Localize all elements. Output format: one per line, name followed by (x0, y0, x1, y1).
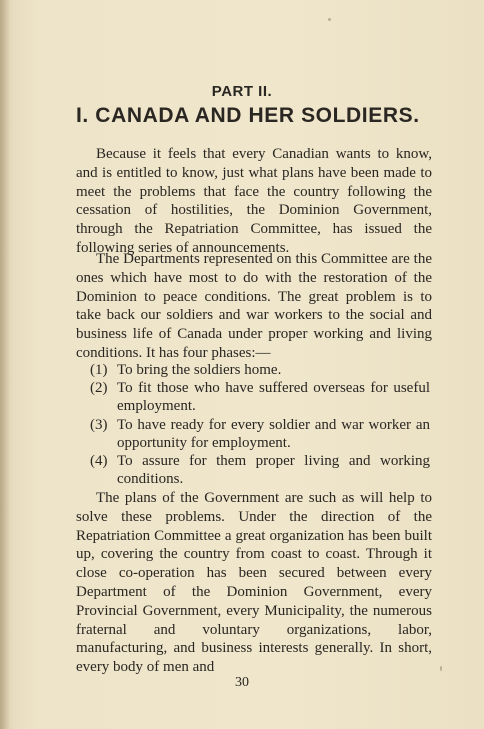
phase-text: To have ready for every soldier and war worker an opportunity for employment. (117, 416, 430, 451)
phase-number: (2) (90, 380, 108, 397)
list-item (90, 379, 430, 415)
paper-speck (440, 666, 442, 671)
page-number: 30 (235, 675, 249, 690)
list-item (90, 452, 430, 488)
list-item (90, 361, 430, 379)
part-heading: PART II. (211, 83, 273, 100)
phase-number: (4) (90, 453, 108, 470)
phase-number: (1) (90, 362, 108, 378)
chapter-title: I. CANADA AND HER SOLDIERS. (76, 104, 420, 127)
paragraph-plans: The plans of the Government are such as will help to solve these problems. Under the direction of the Repatriation Committee a great organization has been built up, covering the country from coast to coast. Through it close co-operation has been secured between every Department of the Dominion Government, every Provincial Government, every Municipality, the numerous fraternal and voluntary organizations, labor, manufacturing, and business interests generally. In short, every body of men and (76, 490, 432, 676)
paragraph-intro: Because it feels that every Canadian wants to know, and is entitled to know, just what plans have been made to meet the problems that face the country following the cessation of hostilities, the Dominion Government, through the Repatriation Committee, has issued the following series of announcements. (76, 146, 432, 256)
list-item (90, 416, 430, 452)
spine-shadow (0, 0, 10, 729)
phase-text: To assure for them proper living and working conditions. (117, 453, 430, 488)
phase-text: To bring the soldiers home. (117, 362, 282, 378)
phase-list (90, 361, 430, 488)
phase-number: (3) (90, 416, 108, 433)
paragraph-departments: The Departments represented on this Committee are the ones which have most to do with the restoration of the Dominion to peace conditions. The great problem is to take back our soldiers and war workers to the social and business life of Canada under proper working and living conditions. It has four phases:— (76, 251, 432, 361)
paper-speck (328, 18, 331, 21)
phase-text: To fit those who have suffered overseas for useful employment. (117, 380, 430, 415)
